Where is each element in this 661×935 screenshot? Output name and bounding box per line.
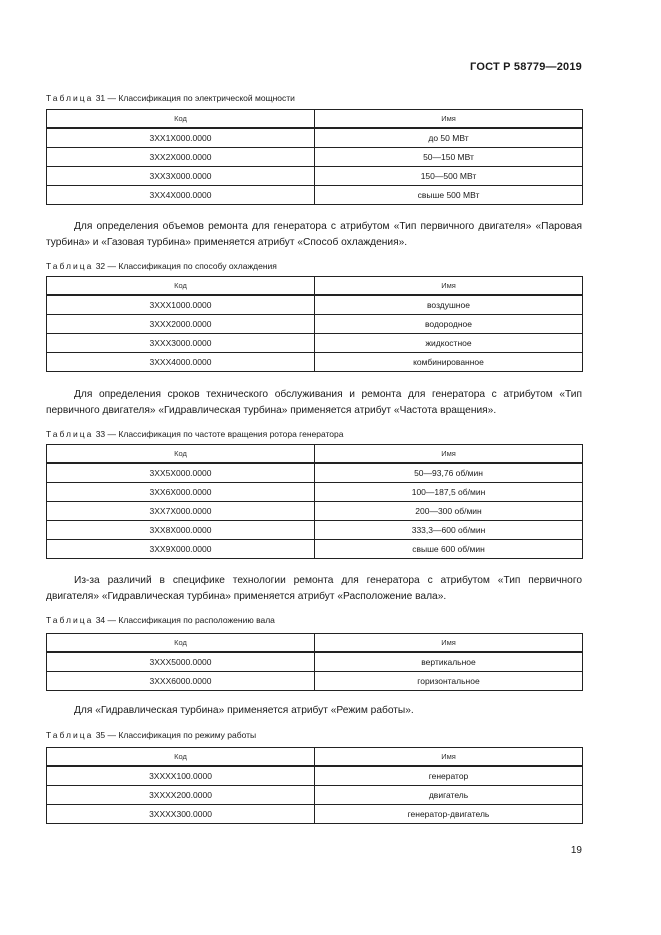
cell-code: 3XX1X000.0000 [47, 128, 315, 148]
cell-code: 3XXXX100.0000 [47, 766, 315, 786]
cell-name: генератор-двигатель [315, 805, 583, 824]
table-row [47, 805, 583, 824]
column-header-code: Код [47, 748, 315, 767]
table-caption-33: Таблица 33 — Классификация по частоте вращения ротора генератора [46, 429, 344, 439]
table-row [47, 483, 583, 502]
cell-name: 200—300 об/мин [315, 502, 583, 521]
cell-name: свыше 500 МВт [315, 186, 583, 205]
table-header-row [47, 110, 583, 129]
cell-code: 3XXXX300.0000 [47, 805, 315, 824]
column-header-code: Код [47, 277, 315, 296]
cell-code: 3XXX6000.0000 [47, 672, 315, 691]
cell-name: генератор [315, 766, 583, 786]
cell-code: 3XXX4000.0000 [47, 353, 315, 372]
column-header-name: Имя [315, 634, 583, 653]
table-header-row [47, 445, 583, 464]
cell-code: 3XX9X000.0000 [47, 540, 315, 559]
cell-code: 3XX4X000.0000 [47, 186, 315, 205]
table-32 [46, 276, 583, 372]
column-header-code: Код [47, 110, 315, 129]
cell-name: до 50 МВт [315, 128, 583, 148]
table-row [47, 353, 583, 372]
cell-name: водородное [315, 315, 583, 334]
paragraph-4: Для «Гидравлическая турбина» применяется атрибут «Режим работы». [74, 705, 414, 716]
column-header-name: Имя [315, 445, 583, 464]
cell-name: 150—500 МВт [315, 167, 583, 186]
cell-code: 3XXX3000.0000 [47, 334, 315, 353]
column-header-code: Код [47, 445, 315, 464]
table-35 [46, 747, 583, 824]
paragraph-3: Из-за различий в специфике технологии ремонта для генератора с атрибутом «Тип первичного двигателя» «Гидравлическая турбина» применяется атрибут «Расположение вала». [46, 575, 582, 602]
cell-code: 3XX7X000.0000 [47, 502, 315, 521]
cell-code: 3XX3X000.0000 [47, 167, 315, 186]
column-header-name: Имя [315, 110, 583, 129]
cell-code: 3XXX2000.0000 [47, 315, 315, 334]
table-row [47, 540, 583, 559]
table-row [47, 786, 583, 805]
cell-name: 50—150 МВт [315, 148, 583, 167]
table-caption-34: Таблица 34 — Классификация по расположению вала [46, 615, 275, 625]
cell-name: комбинированное [315, 353, 583, 372]
cell-name: свыше 600 об/мин [315, 540, 583, 559]
table-row [47, 672, 583, 691]
table-row [47, 502, 583, 521]
table-row [47, 295, 583, 315]
table-header-row [47, 634, 583, 653]
cell-code: 3XX6X000.0000 [47, 483, 315, 502]
table-caption-31: Таблица 31 — Классификация по электрической мощности [46, 93, 295, 103]
table-row [47, 521, 583, 540]
page-number: 19 [570, 845, 582, 856]
table-31 [46, 109, 583, 205]
table-row [47, 334, 583, 353]
table-caption-35: Таблица 35 — Классификация по режиму работы [46, 730, 257, 740]
table-header-row [47, 277, 583, 296]
table-34 [46, 633, 583, 691]
paragraph-1: Для определения объемов ремонта для генератора с атрибутом «Тип первичного двигателя» «Паровая турбина» и «Газовая турбина» применяется атрибут «Способ охлаждения». [46, 221, 582, 248]
cell-code: 3XX2X000.0000 [47, 148, 315, 167]
paragraph-2: Для определения сроков технического обслуживания и ремонта для генератора с атрибутом «Тип первичного двигателя» «Гидравлическая турбина» применяется атрибут «Частота вращения». [46, 389, 582, 416]
cell-name: жидкостное [315, 334, 583, 353]
table-row [47, 148, 583, 167]
table-33 [46, 444, 583, 559]
table-row [47, 167, 583, 186]
cell-name: 50—93,76 об/мин [315, 463, 583, 483]
cell-name: 100—187,5 об/мин [315, 483, 583, 502]
cell-name: горизонтальное [315, 672, 583, 691]
table-caption-32: Таблица 32 — Классификация по способу охлаждения [46, 261, 277, 271]
cell-code: 3XXX1000.0000 [47, 295, 315, 315]
table-row [47, 766, 583, 786]
column-header-name: Имя [315, 748, 583, 767]
table-row [47, 315, 583, 334]
column-header-code: Код [47, 634, 315, 653]
cell-name: воздушное [315, 295, 583, 315]
table-row [47, 186, 583, 205]
table-row [47, 652, 583, 672]
table-row [47, 128, 583, 148]
cell-name: двигатель [315, 786, 583, 805]
table-row [47, 463, 583, 483]
column-header-name: Имя [315, 277, 583, 296]
cell-name: 333,3—600 об/мин [315, 521, 583, 540]
table-header-row [47, 748, 583, 767]
cell-code: 3XX5X000.0000 [47, 463, 315, 483]
cell-code: 3XXXX200.0000 [47, 786, 315, 805]
cell-code: 3XX8X000.0000 [47, 521, 315, 540]
cell-code: 3XXX5000.0000 [47, 652, 315, 672]
cell-name: вертикальное [315, 652, 583, 672]
document-header: ГОСТ Р 58779—2019 [470, 61, 582, 73]
